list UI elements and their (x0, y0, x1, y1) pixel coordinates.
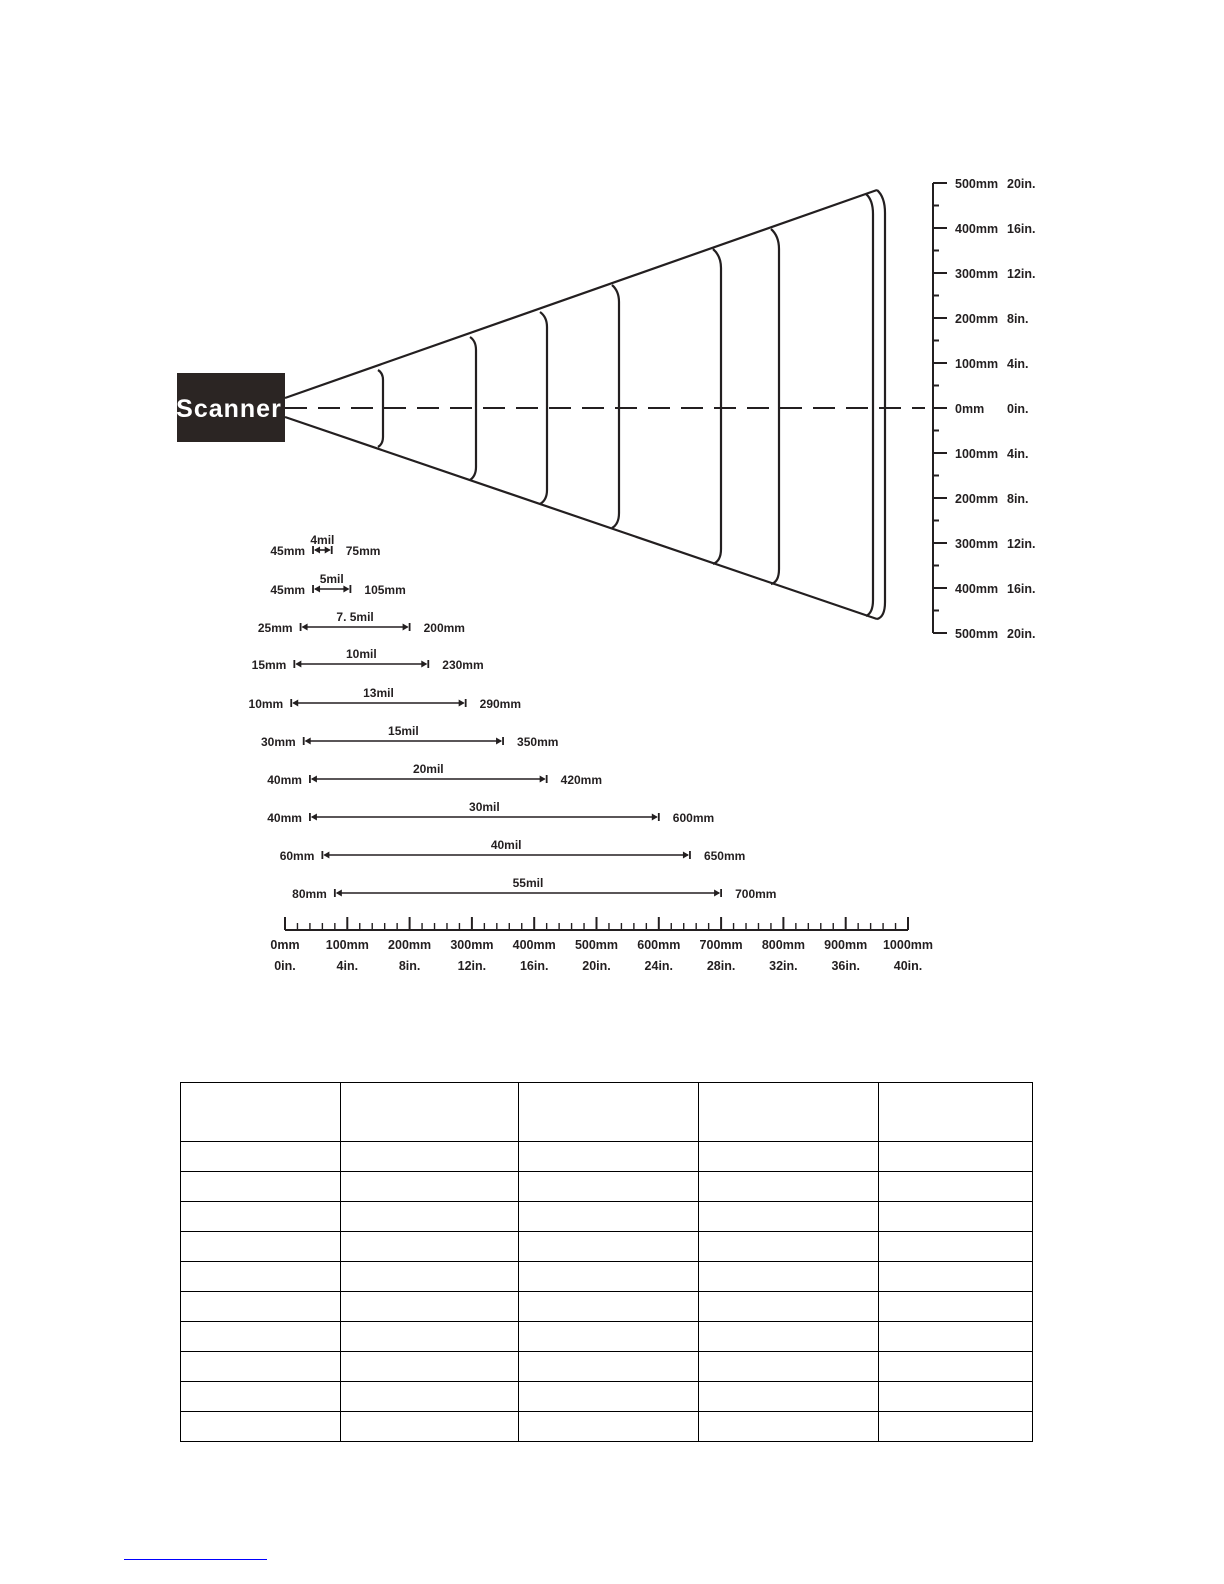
table-cell (181, 1292, 341, 1322)
vertical-scale-in-label: 16in. (1007, 582, 1036, 596)
cone-arc-5 (713, 249, 721, 564)
dof-bar-start-arrow (314, 547, 320, 554)
table-row (181, 1202, 1033, 1232)
table-cell (879, 1292, 1033, 1322)
table-cell (699, 1142, 879, 1172)
table-cell (699, 1262, 879, 1292)
table-header-cell (879, 1083, 1033, 1142)
vertical-scale-in-label: 16in. (1007, 222, 1036, 236)
table-header-cell (519, 1083, 699, 1142)
table-cell (879, 1142, 1033, 1172)
table-cell (341, 1142, 519, 1172)
dof-bar-label: 5mil (319, 572, 344, 586)
dof-far-label: 105mm (364, 583, 406, 597)
table-row (181, 1232, 1033, 1262)
horizontal-scale-in-label: 36in. (831, 959, 860, 973)
dof-row-10mil (252, 647, 484, 672)
table-row (181, 1292, 1033, 1322)
table-cell (519, 1142, 699, 1172)
table-cell (181, 1382, 341, 1412)
table-cell (699, 1412, 879, 1442)
table-cell (519, 1322, 699, 1352)
dof-far-label: 290mm (479, 697, 522, 711)
horizontal-scale-mm-label: 900mm (824, 938, 868, 952)
vertical-scale-mm-label: 400mm (955, 582, 999, 596)
vertical-scale-in-label: 4in. (1007, 447, 1029, 461)
footer-link-underline (124, 1559, 267, 1560)
dof-far-label: 600mm (672, 811, 715, 825)
dof-row-4mil (270, 533, 380, 558)
horizontal-scale-mm-label: 800mm (761, 938, 805, 952)
horizontal-scale-in-label: 28in. (706, 959, 736, 973)
dof-near-label: 40mm (267, 811, 302, 825)
table-row (181, 1382, 1033, 1412)
dof-near-label: 60mm (279, 849, 315, 863)
vertical-scale-mm-label: 200mm (955, 492, 999, 506)
table-cell (181, 1412, 341, 1442)
dof-bar-label: 7. 5mil (336, 610, 374, 624)
table-header-cell (699, 1083, 879, 1142)
dof-bar-start-arrow (311, 776, 317, 783)
dof-bar-end-arrow (403, 624, 409, 631)
vertical-scale-in-label: 8in. (1007, 312, 1029, 326)
horizontal-scale-mm-label: 600mm (637, 938, 681, 952)
vertical-scale-mm-label: 300mm (955, 537, 999, 551)
dof-far-label: 700mm (735, 887, 777, 901)
table-cell (699, 1352, 879, 1382)
vertical-scale (933, 177, 1036, 641)
dof-bar-start-arrow (336, 890, 342, 897)
dof-bar-label: 55mil (512, 876, 544, 890)
dof-row-13mil (249, 686, 522, 711)
horizontal-scale-in-label: 0in. (274, 959, 296, 973)
table-cell (181, 1322, 341, 1352)
table-cell (699, 1322, 879, 1352)
table-cell (181, 1352, 341, 1382)
horizontal-scale-in-label: 40in. (893, 959, 923, 973)
horizontal-scale-in-label: 32in. (769, 959, 798, 973)
vertical-scale-in-label: 12in. (1007, 267, 1036, 281)
vertical-scale-in-label: 12in. (1007, 537, 1036, 551)
dof-far-label: 650mm (703, 849, 746, 863)
table-cell (341, 1172, 519, 1202)
table-cell (699, 1382, 879, 1412)
horizontal-scale-mm-label: 1000mm (882, 938, 934, 952)
table-cell (181, 1172, 341, 1202)
horizontal-scale-mm-label: 300mm (450, 938, 494, 952)
table-header-cell (341, 1083, 519, 1142)
cone-arc-6 (771, 229, 779, 584)
table-cell (519, 1292, 699, 1322)
dof-bar-label: 10mil (345, 647, 377, 661)
horizontal-scale-in-label: 20in. (582, 959, 611, 973)
table-cell (699, 1202, 879, 1232)
vertical-scale-in-label: 8in. (1007, 492, 1029, 506)
dof-near-label: 30mm (261, 735, 296, 749)
dof-far-label: 420mm (560, 773, 603, 787)
table-cell (181, 1232, 341, 1262)
table-cell (519, 1172, 699, 1202)
table-row (181, 1352, 1033, 1382)
dof-bar-label: 15mil (388, 724, 419, 738)
dof-near-label: 10mm (248, 697, 284, 711)
table-cell (879, 1412, 1033, 1442)
dof-bar-start-arrow (323, 852, 329, 859)
table-cell (879, 1172, 1033, 1202)
dof-near-label: 80mm (292, 887, 327, 901)
dof-near-label: 45mm (270, 544, 306, 558)
vertical-scale-mm-label: 200mm (955, 312, 999, 326)
dof-row-75mil (258, 610, 465, 635)
vertical-scale-mm-label: 400mm (955, 222, 999, 236)
depth-of-field-bars (249, 533, 777, 901)
dof-bar-label: 20mil (412, 762, 444, 776)
dof-row-40mil (280, 838, 746, 863)
table-cell (519, 1382, 699, 1412)
dof-bar-end-arrow (459, 700, 465, 707)
table-cell (519, 1262, 699, 1292)
horizontal-scale (270, 917, 933, 973)
table-cell (181, 1142, 341, 1172)
dof-bar-start-arrow (292, 700, 298, 707)
dof-bar-start-arrow (302, 624, 308, 631)
horizontal-scale-mm-label: 100mm (325, 938, 369, 952)
table-row (181, 1412, 1033, 1442)
table-cell (181, 1262, 341, 1292)
table-row (181, 1172, 1033, 1202)
horizontal-scale-in-label: 16in. (519, 959, 549, 973)
table-cell (519, 1352, 699, 1382)
table-cell (341, 1202, 519, 1232)
table-cell (341, 1322, 519, 1352)
table-cell (699, 1232, 879, 1262)
dof-far-label: 200mm (423, 621, 465, 635)
dof-bar-start-arrow (311, 814, 317, 821)
table-cell (341, 1262, 519, 1292)
dof-bar-end-arrow (652, 814, 658, 821)
dof-bar-end-arrow (343, 586, 349, 593)
dof-bar-end-arrow (496, 738, 502, 745)
horizontal-scale-in-label: 24in. (644, 959, 674, 973)
vertical-scale-mm-label: 100mm (955, 447, 999, 461)
horizontal-scale-mm-label: 0mm (270, 938, 300, 952)
dof-bar-end-arrow (714, 890, 720, 897)
dof-bar-label: 40mil (490, 838, 522, 852)
dof-bar-end-arrow (540, 776, 546, 783)
table-cell (699, 1172, 879, 1202)
horizontal-scale-in-label: 4in. (336, 959, 359, 973)
table-cell (879, 1262, 1033, 1292)
table-row (181, 1142, 1033, 1172)
dof-row-30mil (267, 800, 714, 825)
horizontal-scale-mm-label: 500mm (574, 938, 619, 952)
dof-far-label: 75mm (345, 544, 381, 558)
vertical-scale-mm-label: 100mm (955, 357, 999, 371)
table-cell (181, 1202, 341, 1232)
table-cell (699, 1292, 879, 1322)
dof-bar-start-arrow (305, 738, 311, 745)
vertical-scale-in-label: 20in. (1007, 627, 1036, 641)
cone-arc-1 (378, 370, 383, 447)
spec-table (180, 1082, 1033, 1442)
dof-bar-label: 30mil (469, 800, 500, 814)
horizontal-scale-mm-label: 400mm (512, 938, 556, 952)
vertical-scale-mm-label: 500mm (955, 627, 999, 641)
dof-bar-end-arrow (325, 547, 331, 554)
cone-arc-4 (612, 285, 619, 528)
scanner-label: Scanner (176, 395, 282, 423)
vertical-scale-mm-label: 500mm (955, 177, 999, 191)
vertical-scale-in-label: 20in. (1007, 177, 1036, 191)
cone-arc-8 (877, 190, 885, 619)
table-cell (879, 1202, 1033, 1232)
table-cell (879, 1382, 1033, 1412)
cone-arc-3 (540, 312, 547, 504)
vertical-scale-in-label: 4in. (1007, 357, 1029, 371)
dof-near-label: 40mm (267, 773, 302, 787)
table-cell (879, 1352, 1033, 1382)
table-cell (879, 1232, 1033, 1262)
dof-far-label: 350mm (517, 735, 559, 749)
cone-upper-edge (285, 190, 877, 398)
dof-far-label: 230mm (442, 658, 484, 672)
vertical-scale-in-label: 0in. (1007, 402, 1029, 416)
dof-bar-label: 4mil (310, 533, 335, 547)
dof-bar-start-arrow (295, 661, 301, 668)
table-row (181, 1262, 1033, 1292)
dof-row-55mil (292, 876, 776, 901)
dof-bar-start-arrow (314, 586, 320, 593)
table-header-row (181, 1083, 1033, 1142)
vertical-scale-mm-label: 300mm (955, 267, 999, 281)
dof-row-5mil (270, 572, 405, 597)
table-cell (519, 1202, 699, 1232)
table-cell (341, 1352, 519, 1382)
dof-near-label: 25mm (257, 621, 293, 635)
cone-arc-7 (866, 194, 873, 616)
table-cell (341, 1412, 519, 1442)
dof-row-15mil (261, 724, 558, 749)
dof-bar-end-arrow (421, 661, 427, 668)
table-cell (341, 1382, 519, 1412)
table-row (181, 1322, 1033, 1352)
horizontal-scale-in-label: 8in. (398, 959, 421, 973)
horizontal-scale-in-label: 12in. (457, 959, 487, 973)
horizontal-scale-mm-label: 200mm (388, 938, 432, 952)
table-cell (519, 1232, 699, 1262)
dof-row-20mil (267, 762, 602, 787)
dof-bar-label: 13mil (363, 686, 394, 700)
dof-bar-end-arrow (683, 852, 689, 859)
dof-near-label: 45mm (270, 583, 306, 597)
horizontal-scale-mm-label: 700mm (699, 938, 743, 952)
table-cell (341, 1292, 519, 1322)
dof-near-label: 15mm (251, 658, 287, 672)
vertical-scale-mm-label: 0mm (955, 402, 985, 416)
table-cell (879, 1322, 1033, 1352)
table-cell (341, 1232, 519, 1262)
table-cell (519, 1412, 699, 1442)
table-header-cell (181, 1083, 341, 1142)
